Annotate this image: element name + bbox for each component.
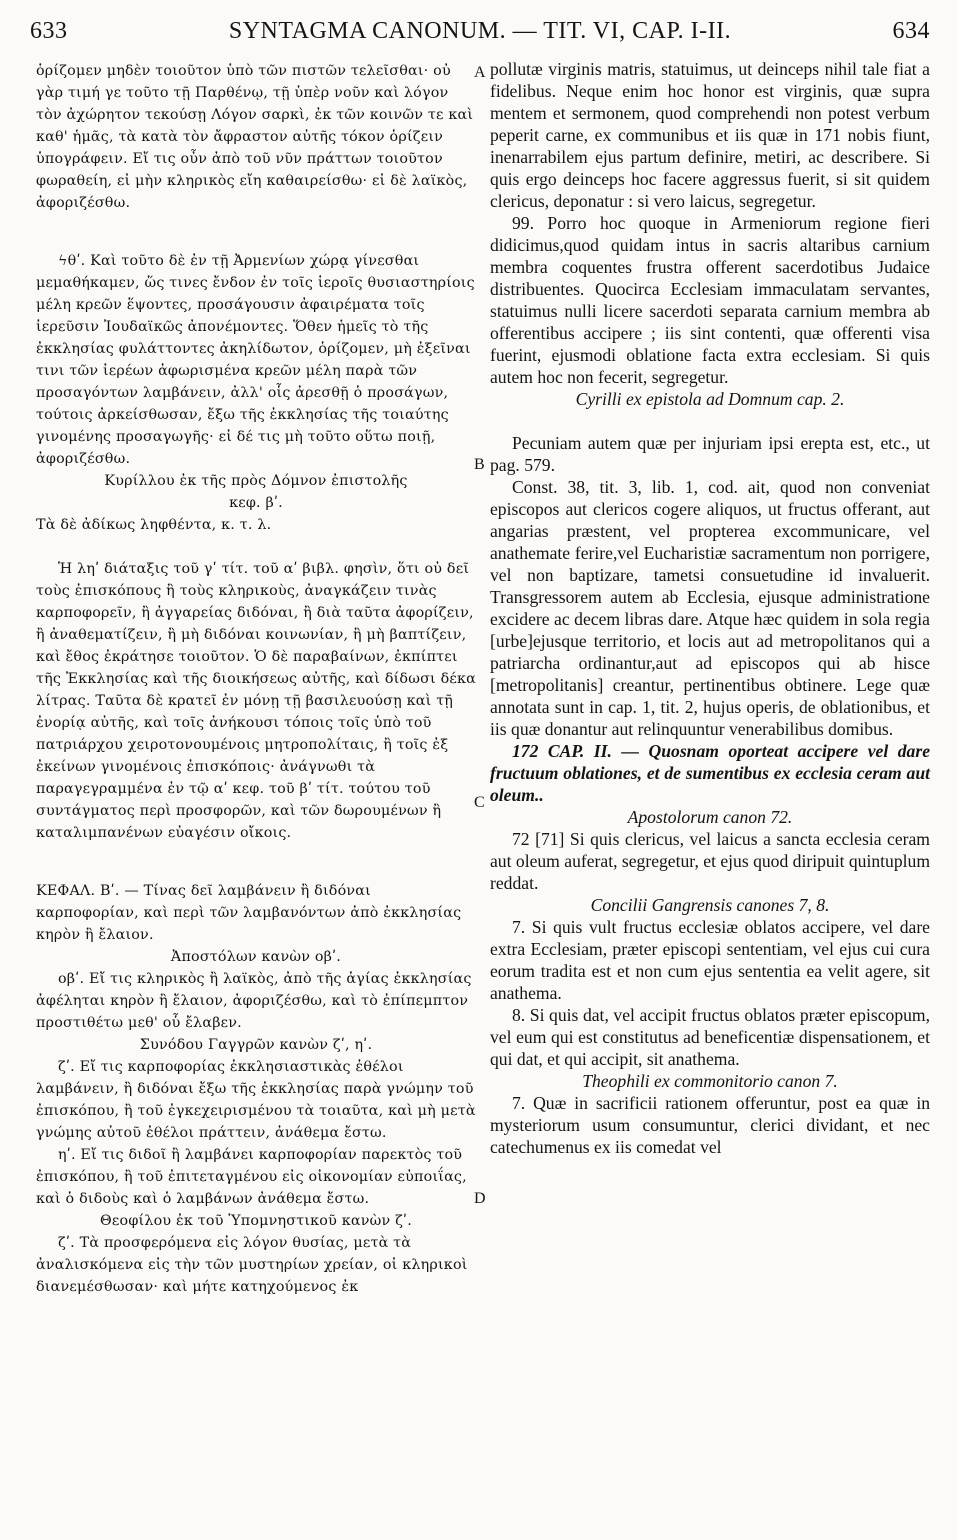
greek-cyril-heading: Κυρίλλου ἐκ τῆς πρὸς Δόμνον ἐπιστολῆς <box>104 473 408 489</box>
greek-canon-99: ϟθʹ. Καὶ τοῦτο δὲ ἐν τῇ Ἀρμενίων χώρᾳ γίνεσθαι μεμαθήκαμεν, ὥς τινες ἔνδον ἐν τοῖς ἱεροῖς θυσιαστηρίοις μέλη κρεῶν ἕψοντες, προσάγουσιν ἀφαιρέματα τοῖς ἱερεῦσιν Ἰουδαϊκῶς ἀπονέμοντες. Ὅθεν ἡμεῖς τὸ τῆς ἐκκλησίας φυλάττοντες ἀκηλίδωτον, ὁρίζομεν, μὴ ἐξεῖναι τινι τῶν ἱερέων ἀφωρισμένα κρεῶν μέλη παρὰ τῶν προσαγόντων λαμβάνειν, ἀλλ' οἷς ἀρεσθῇ ὁ προσάγων, τούτοις ἀρκείσθωσαν, ἔξω τῆς ἐκκλησίας τῆς τοιαύτης γινομένης προσαγωγῆς· εἰ δέ τις μὴ τοῦτο οὕτω ποιῇ, ἀφοριζέσθω. <box>36 253 475 467</box>
page-number-left: 633 <box>30 18 68 44</box>
greek-gangra-heading: Συνόδου Γαγγρῶν κανὼν ζʹ, ηʹ. <box>139 1037 373 1053</box>
greek-canon-72: οβʹ. Εἴ τις κληρικὸς ἢ λαϊκὸς, ἀπὸ τῆς ἁγίας ἐκκλησίας ἀφέληται κηρὸν ἢ ἔλαιον, ἀφοριζέσθω, καὶ τὸ ἐπίπεμπτον προστιθέτω μεθ' οὗ ἔλαβεν. <box>36 971 472 1031</box>
latin-gangra-heading: Concilii Gangrensis canones 7, 8. <box>590 895 830 915</box>
latin-column <box>490 58 930 1158</box>
greek-paragraph: Ἡ ληʹ διάταξις τοῦ γʹ τίτ. τοῦ αʹ βιβλ. φησὶν, ὅτι οὐ δεῖ τοὺς ἐπισκόπους ἢ τοὺς κληρικοὺς, ἀναγκάζειν τινὰς καρποφορεῖν, ἢ ἀγγαρείας διδόναι, ἢ διὰ ταῦτα ἀφορίζειν, ἢ ἀναθεματίζειν, ἢ μὴ διδόναι κοινωνίαν, ἢ μὴ βαπτίζειν, καὶ ἔθος ἐκράτησε τοιοῦτον. Ὁ δὲ παραβαίνων, ἐκπίπτει τῆς Ἐκκλησίας καὶ τῆς διοικήσεως αὐτῆς, καὶ δίδωσι δέκα λίτρας. Ταῦτα δὲ κρατεῖ ἐν μόνῃ τῇ βασιλευούσῃ καὶ τῇ ἐνορίᾳ αὐτῆς, καὶ τοῖς ἀνήκουσι τόποις τοῖς ὑπὸ τοῦ πατριάρχου χειροτονουμένοις μητροπολίταις, ἢ τοῖς ἐξ ἐκείνων γινομένοις ἐπισκόποις· ἀνάγνωθι τὰ παραγεγραμμένα ἐν τῷ αʹ κεφ. τοῦ βʹ τίτ. τούτου τοῦ συντάγματος περὶ προσφορῶν, καὶ τῶν δωρουμένων ἢ καταλιμπανένων εὐαγέσιν οἴκοις. <box>36 561 477 841</box>
latin-chapter-heading: 172 CAP. II. — Quosnam oporteat accipere vel dare fructuum oblationes, et de sumentibus ex ecclesia ceram aut oleum.. <box>490 741 930 805</box>
greek-canon-8: ηʹ. Εἴ τις διδοῖ ἢ λαμβάνει καρποφορίαν παρεκτὸς τοῦ ἐπισκόπου, ἢ τοῦ ἐπιτεταγμένου εἰς οἰκονομίαν εὐποιΐας, καὶ ὁ διδοὺς καὶ ὁ λαμβάνων ἀνάθεμα ἔστω. <box>36 1147 467 1207</box>
greek-paragraph: ὁρίζομεν μηδὲν τοιοῦτον ὑπὸ τῶν πιστῶν τελεῖσθαι· οὐ γὰρ τιμή γε τοῦτο τῇ Παρθένῳ, τῇ ὑπὲρ νοῦν καὶ λόγον τὸν ἀχώρητον τεκούσῃ Λόγον σαρκὶ, ἐκ τῶν κοινῶν τε καὶ καθ' ἡμᾶς, τὰ κατὰ τὸν ἄφραστον αὐτῆς τόκον ὁρίζειν ὑπογράφειν. Εἴ τις οὖν ἀπὸ τοῦ νῦν πράττων τοιοῦτον φωραθείη, εἰ μὴν κληρικὸς εἴη καθαιρείσθω· εἰ δὲ λαϊκὸς, ἀφοριζέσθω. <box>36 63 474 211</box>
latin-canon-8: 8. Si quis dat, vel accipit fructus oblatos præter episcopum, vel eum qui est constitutus ad beneficentiæ dispensationem, et qui dat, et qui accipit, sit anathema. <box>490 1005 930 1069</box>
latin-paragraph: pollutæ virginis matris, statuimus, ut deinceps nihil tale fiat a fidelibus. Neque enim hoc honor est virginis, quæ supra mentem et sermonem, quod comprehendi non potest verbum peperit carne, ex communibus et iis quæ in 171 nobis fiunt, inenarrabilem ejus partum definire, metiri, ac describere. Si quis ergo deinceps hoc facere aggressus fuerit, si sit quidem clericus, deponatur : si vero laicus, segregetur. <box>490 59 930 211</box>
greek-apostles-heading: Ἀποστόλων κανὼν οβʹ. <box>170 949 342 965</box>
latin-apostles-heading: Apostolorum canon 72. <box>627 807 793 827</box>
latin-canon-99: 99. Porro hoc quoque in Armeniorum regione fieri didicimus,quod quidam intus in sacris altaribus carnium membra coquentes frustra offerent sacerdotibus Judaice distribuentes. Quocirca Ecclesiam immaculatam servantes, statuimus nulli licere sacerdoti separata carnium membra ab offerentibus accipere ; iis sint contenti, quæ offerenti visa fuerint, ejusmodi oblatione facta extra ecclesiam. Si quis autem hoc non fecerit, segregetur. <box>490 213 930 387</box>
greek-theophilus-heading: Θεοφίλου ἐκ τοῦ Ὑπομνηστικοῦ κανὼν ζʹ. <box>100 1213 412 1229</box>
latin-canon-72: 72 [71] Si quis clericus, vel laicus a sancta ecclesia ceram aut oleum auferat, segregetur, et ejus quod diripuit quintuplum reddat. <box>490 829 931 893</box>
margin-letter-c: C <box>474 794 485 811</box>
latin-paragraph: Pecuniam autem quæ per injuriam ipsi erepta est, etc., ut pag. 579. <box>490 433 930 475</box>
greek-cyril-subheading: κεφ. βʹ. <box>229 495 283 511</box>
margin-letter-d: D <box>474 1190 486 1207</box>
latin-canon-7-theophilus: 7. Quæ in sacrificii rationem offeruntur, post ea quæ in mysteriorum usum consumuntur, clerici dividant, et nec catechumenus ex iis comedat vel <box>490 1093 930 1157</box>
latin-theophilus-heading: Theophili ex commonitorio canon 7. <box>582 1071 838 1091</box>
running-title: SYNTAGMA CANONUM. — TIT. VI, CAP. I-II. <box>228 18 732 44</box>
greek-paragraph: Τὰ δὲ ἀδίκως ληφθέντα, κ. τ. λ. <box>36 517 272 533</box>
margin-letter-b: B <box>474 456 485 473</box>
greek-canon-7-theophilus: ζʹ. Τὰ προσφερόμενα εἰς λόγον θυσίας, μετὰ τὰ ἀναλισκόμενα εἰς τὴν τῶν μυστηρίων χρείαν, οἱ κληρικοὶ διανεμέσθωσαν· καὶ μήτε κατηχούμενος ἐκ <box>36 1235 468 1295</box>
greek-chapter-heading: ΚΕΦΑΛ. Βʹ. — Τίνας δεῖ λαμβάνειν ἢ διδόναι καρποφορίαν, καὶ περὶ τῶν λαμβανόντων ἀπὸ ἐκκλησίας κηρὸν ἢ ἔλαιον. <box>36 883 462 943</box>
running-head <box>30 8 930 52</box>
latin-paragraph: Const. 38, tit. 3, lib. 1, cod. ait, quod non conveniat episcopos aut clericos cogere aliquos, ut fructus offerant, aut angarias præstent, vel propterea excommunicare, vel anathemate ferire,vel Eucharistiæ sacramentum non porrigere, vel non baptizare, tametsi consuetudine id invaluerit. Transgressorem autem ab Ecclesia, ejusque administratione excidere ac decem libras dare. Atque hæc quidem in sola regia [urbe]ejusque territorio, et locis aut ad metropolitanos qui a patriarcha ordinantur,aut ad episcopos qui ab hisce [metropolitanis] creantur, pertinentibus obtinere. Lege quæ annotata sunt in cap. 1, tit. 2, hujus operis, de oblationibus, et iis quæ donantur aut relinquuntur venerabilibus domibus. <box>490 477 930 739</box>
margin-letter-a: A <box>474 64 486 81</box>
latin-cyril-heading: Cyrilli ex epistola ad Domnum cap. 2. <box>575 389 845 409</box>
page-number-right: 634 <box>892 18 930 44</box>
greek-canon-7: ζʹ. Εἴ τις καρποφορίας ἐκκλησιαστικὰς ἐθέλοι λαμβάνειν, ἢ διδόναι ἔξω τῆς ἐκκλησίας παρὰ γνώμην τοῦ ἐπισκόπου, ἢ τοῦ ἐγκεχειρισμένου τὰ τοιαῦτα, καὶ μὴ μετὰ γνώμης αὐτοῦ ἐθέλοι πράττειν, ἀνάθεμα ἔστω. <box>36 1059 476 1141</box>
greek-column <box>36 60 476 1298</box>
latin-canon-7: 7. Si quis vult fructus ecclesiæ oblatos accipere, vel dare extra Ecclesiam, præter episcopi sententiam, vel ejus cui cura eorum tradita est et non cum ejus sententia ea velit agere, sit anathema. <box>490 917 930 1003</box>
